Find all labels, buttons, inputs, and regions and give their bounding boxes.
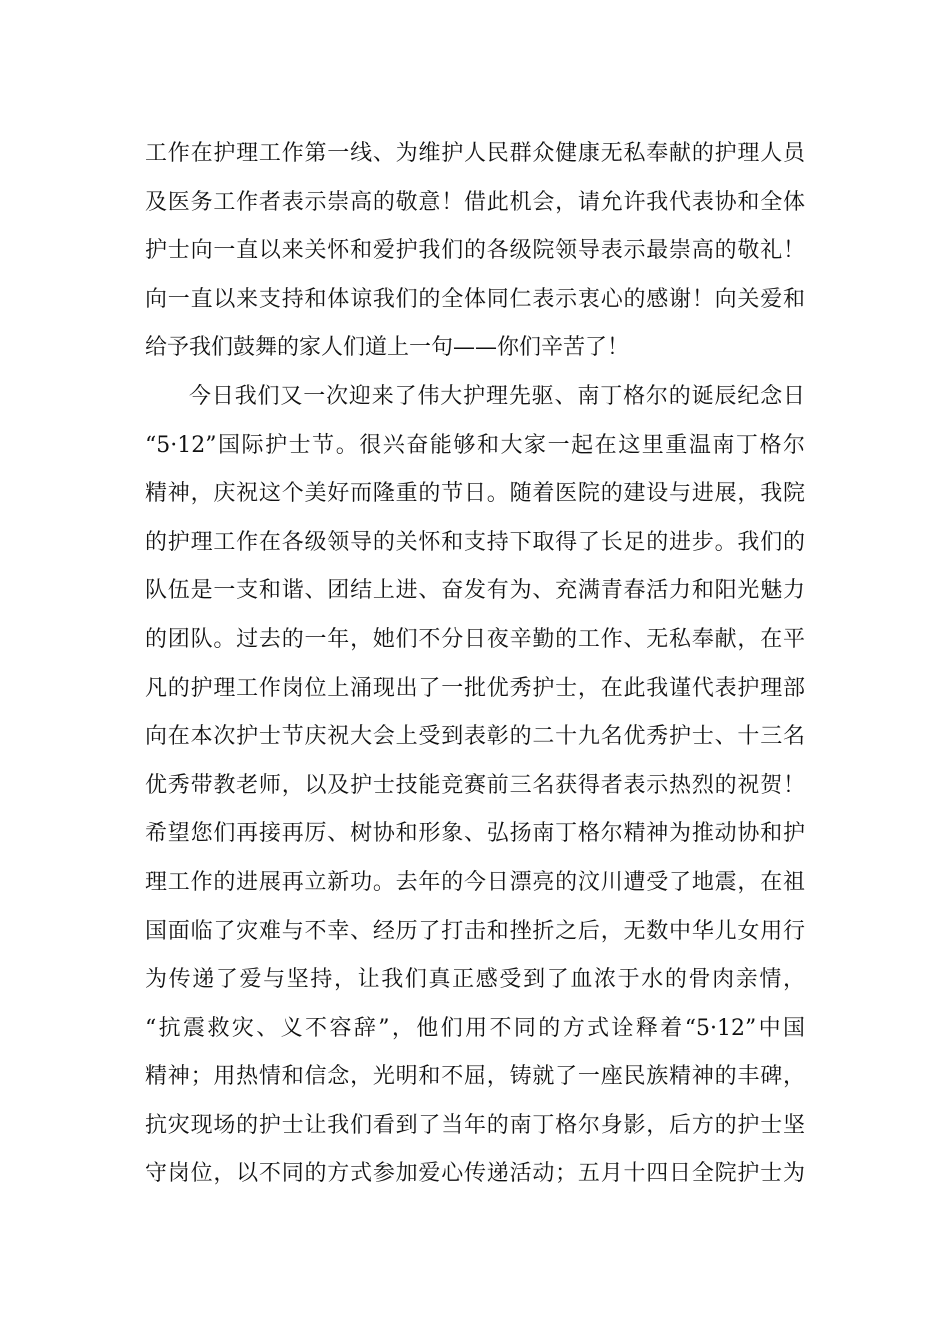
text-line: 为传递了爱与坚持，让我们真正感受到了血浓于水的骨肉亲情， xyxy=(145,967,805,993)
text-line: 凡的护理工作岗位上涌现出了一批优秀护士，在此我谨代表护理部 xyxy=(145,675,805,701)
body-text xyxy=(145,130,805,1199)
text-line: “抗震救灾、义不容辞”，他们用不同的方式诠释着“5·12”中国 xyxy=(145,1015,805,1041)
text-line: 优秀带教老师，以及护士技能竞赛前三名获得者表示热烈的祝贺！ xyxy=(145,772,805,798)
text-line: 精神，庆祝这个美好而隆重的节日。随着医院的建设与进展，我院 xyxy=(145,481,805,507)
text-line: 队伍是一支和谐、团结上进、奋发有为、充满青春活力和阳光魅力 xyxy=(145,578,805,604)
text-line: 理工作的进展再立新功。去年的今日漂亮的汶川遭受了地震，在祖 xyxy=(145,869,805,895)
text-line: 工作在护理工作第一线、为维护人民群众健康无私奉献的护理人员 xyxy=(145,141,805,166)
text-line: 抗灾现场的护士让我们看到了当年的南丁格尔身影，后方的护士坚 xyxy=(145,1112,805,1138)
text-line: 向在本次护士节庆祝大会上受到表彰的二十九名优秀护士、十三名 xyxy=(145,724,805,750)
paragraph-2 xyxy=(145,373,805,1199)
text-line: 及医务工作者表示崇高的敬意！借此机会，请允许我代表协和全体 xyxy=(145,189,805,215)
text-line: 的护理工作在各级领导的关怀和支持下取得了长足的进步。我们的 xyxy=(145,529,805,555)
paragraph-1 xyxy=(145,130,805,373)
text-line: 护士向一直以来关怀和爱护我们的各级院领导表示最崇高的敬礼！ xyxy=(145,238,805,264)
text-line: 向一直以来支持和体谅我们的全体同仁表示衷心的感谢！向关爱和 xyxy=(145,286,805,312)
text-line: 国面临了灾难与不幸、经历了打击和挫折之后，无数中华儿女用行 xyxy=(145,918,805,944)
text-line: 精神；用热情和信念，光明和不屈，铸就了一座民族精神的丰碑， xyxy=(145,1064,805,1090)
text-line: 今日我们又一次迎来了伟大护理先驱、南丁格尔的诞辰纪念日 xyxy=(189,383,805,409)
text-line: 守岗位，以不同的方式参加爱心传递活动；五月十四日全院护士为 xyxy=(145,1161,805,1187)
text-line: 希望您们再接再厉、树协和形象、弘扬南丁格尔精神为推动协和护 xyxy=(145,821,805,847)
text-line: 的团队。过去的一年，她们不分日夜辛勤的工作、无私奉献，在平 xyxy=(145,626,805,652)
text-line: 给予我们鼓舞的家人们道上一句——你们辛苦了！ xyxy=(145,335,630,361)
text-line: “5·12”国际护士节。很兴奋能够和大家一起在这里重温南丁格尔 xyxy=(145,432,805,458)
